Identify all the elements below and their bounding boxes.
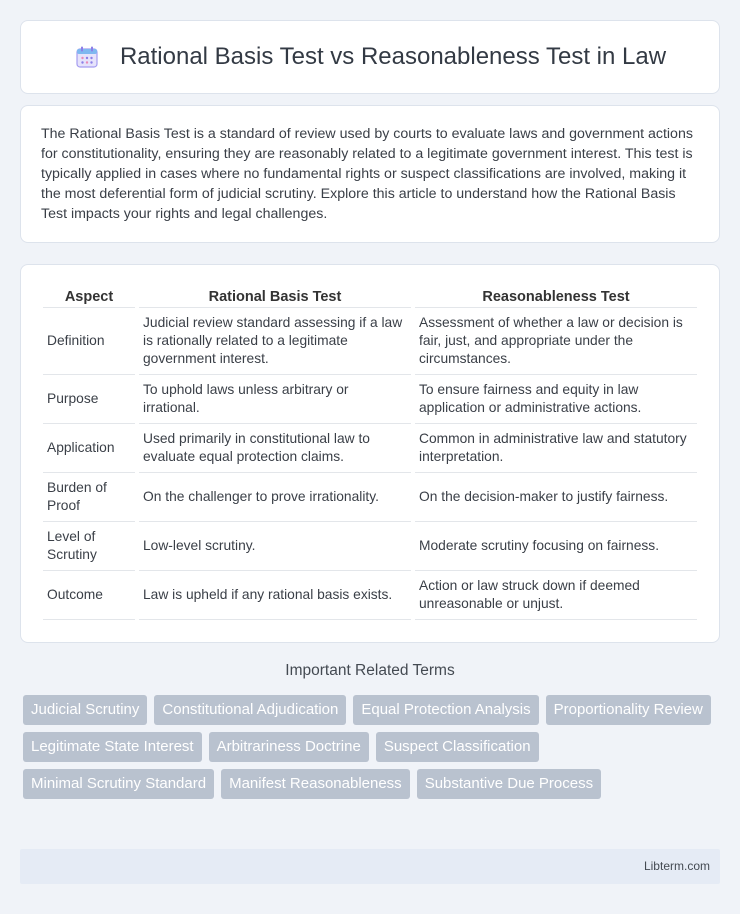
table-row [43, 522, 697, 571]
row-aspect: Definition [43, 308, 135, 375]
related-terms-tags [23, 695, 723, 799]
row-rational-basis: Low-level scrutiny. [139, 522, 411, 571]
row-aspect: Purpose [43, 375, 135, 424]
row-reasonableness: Moderate scrutiny focusing on fairness. [415, 522, 697, 571]
row-reasonableness: Common in administrative law and statutory interpretation. [415, 424, 697, 473]
intro-paragraph: The Rational Basis Test is a standard of review used by courts to evaluate laws and government actions for constitutionality, ensuring they are reasonably related to a legitimate government interest. This test is typically applied in cases where no fundamental rights or suspect classifications are involved, making it the most deferential form of judicial scrutiny. Explore this article to understand how the Rational Basis Test impacts your rights and legal challenges. [41, 126, 693, 222]
row-aspect: Burden of Proof [43, 473, 135, 522]
row-reasonableness: To ensure fairness and equity in law application or administrative actions. [415, 375, 697, 424]
tag-equal-protection-analysis[interactable]: Equal Protection Analysis [353, 695, 538, 725]
row-rational-basis: Law is upheld if any rational basis exists. [139, 571, 411, 620]
comparison-table-card [20, 264, 720, 643]
related-terms-title: Important Related Terms [285, 662, 455, 679]
comparison-table [39, 285, 701, 620]
tag-legitimate-state-interest[interactable]: Legitimate State Interest [23, 732, 202, 762]
tag-manifest-reasonableness[interactable]: Manifest Reasonableness [221, 769, 410, 799]
tag-arbitrariness-doctrine[interactable]: Arbitrariness Doctrine [209, 732, 369, 762]
row-rational-basis: To uphold laws unless arbitrary or irrational. [139, 375, 411, 424]
tag-suspect-classification[interactable]: Suspect Classification [376, 732, 539, 762]
row-aspect: Outcome [43, 571, 135, 620]
table-row [43, 571, 697, 620]
footer-brand-link[interactable]: Libterm.com [643, 859, 710, 873]
table-row [43, 375, 697, 424]
page-title: Rational Basis Test vs Reasonableness Test in Law [119, 43, 667, 70]
header-card [20, 20, 720, 94]
footer [20, 849, 720, 884]
row-reasonableness: Assessment of whether a law or decision is fair, just, and appropriate under the circumstances. [415, 308, 697, 375]
table-header-row [43, 285, 697, 308]
calendar-icon [74, 44, 100, 70]
row-rational-basis: Judicial review standard assessing if a law is rationally related to a legitimate government interest. [139, 308, 411, 375]
tag-constitutional-adjudication[interactable]: Constitutional Adjudication [154, 695, 346, 725]
table-row [43, 473, 697, 522]
row-rational-basis: Used primarily in constitutional law to evaluate equal protection claims. [139, 424, 411, 473]
tag-minimal-scrutiny-standard[interactable]: Minimal Scrutiny Standard [23, 769, 214, 799]
row-reasonableness: Action or law struck down if deemed unreasonable or unjust. [415, 571, 697, 620]
header-reasonableness: Reasonableness Test [415, 285, 697, 308]
table-row [43, 308, 697, 375]
tag-proportionality-review[interactable]: Proportionality Review [546, 695, 711, 725]
row-aspect: Application [43, 424, 135, 473]
row-reasonableness: On the decision-maker to justify fairness. [415, 473, 697, 522]
tag-substantive-due-process[interactable]: Substantive Due Process [417, 769, 601, 799]
row-aspect: Level of Scrutiny [43, 522, 135, 571]
intro-card [20, 105, 720, 243]
header-rational-basis: Rational Basis Test [139, 285, 411, 308]
table-row [43, 424, 697, 473]
row-rational-basis: On the challenger to prove irrationality. [139, 473, 411, 522]
header-aspect: Aspect [43, 285, 135, 308]
tag-judicial-scrutiny[interactable]: Judicial Scrutiny [23, 695, 147, 725]
